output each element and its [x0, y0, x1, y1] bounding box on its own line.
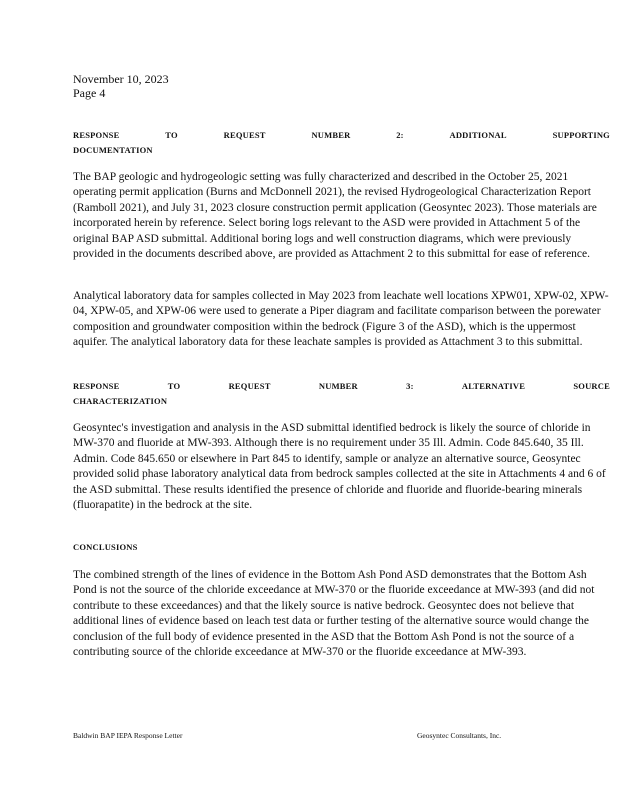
heading-word: NUMBER	[311, 130, 351, 140]
heading-word: CONCLUSIONS	[73, 542, 138, 552]
heading-word: 2:	[396, 130, 404, 140]
footer-right: Geosyntec Consultants, Inc.	[417, 731, 502, 740]
heading-word: REQUEST	[228, 381, 271, 391]
heading-word: TO	[167, 381, 181, 391]
page-number: Page 4	[73, 86, 106, 100]
section-heading-conclusions	[73, 540, 610, 555]
section-heading-request-3	[73, 379, 610, 409]
heading-word: SUPPORTING	[552, 130, 610, 140]
heading-tail: CHARACTERIZATION	[73, 396, 168, 406]
heading-word: RESPONSE	[73, 381, 120, 391]
letter-date: November 10, 2023	[73, 72, 169, 86]
letter-header	[73, 72, 169, 100]
heading-word: ADDITIONAL	[449, 130, 507, 140]
footer-left: Baldwin BAP IEPA Response Letter	[73, 731, 183, 740]
heading-word: RESPONSE	[73, 130, 120, 140]
paragraph-lab-data: Analytical laboratory data for samples collected in May 2023 from leachate well locations XPW01, XPW-02, XPW-04, XPW-05, and XPW-06 were used to generate a Piper diagram and facilitate comparison between the porewater composition and groundwater composition within the bedrock (Figure 3 of the ASD), which is the uppermost aquifer. The analytical laboratory data for these leachate samples is provided as Attachment 3 to this submittal.	[73, 290, 609, 349]
heading-word: TO	[165, 130, 178, 140]
heading-word: NUMBER	[318, 381, 358, 391]
heading-word: SOURCE	[573, 381, 610, 391]
heading-tail: DOCUMENTATION	[73, 145, 153, 155]
heading-word: 3:	[406, 381, 414, 391]
paragraph-setting: The BAP geologic and hydrogeologic setting was fully characterized and described in the October 25, 2021 operating permit application (Burns and McDonnell 2021), the revised Hydrogeological Characterization Report (Ramboll 2021), and July 31, 2023 closure construction permit application (Geosyntec 2023). Those materials are incorporated herein by reference. Select boring logs relevant to the ASD were provided in Attachment 5 of the original BAP ASD submittal. Additional boring logs and well construction diagrams, which were previously provided in the documents described above, are provided as Attachment 2 to this submittal for ease of reference.	[73, 171, 597, 261]
section-heading-request-2	[73, 128, 610, 158]
heading-word: ALTERNATIVE	[461, 381, 526, 391]
paragraph-conclusions: The combined strength of the lines of evidence in the Bottom Ash Pond ASD demonstrates that the Bottom Ash Pond is not the source of the chloride exceedance at MW-370 or the fluoride exceedance at MW-393 (and did not contribute to these exceedances) and that the likely source is native bedrock. Geosyntec does not believe that additional lines of evidence based on leach test data or further testing of the alternative source would change the conclusion of the full body of evidence presented in the ASD that the Bottom Ash Pond is not the source of a contributing source of the chloride exceedance at MW-370 or the fluoride exceedance at MW-393.	[73, 569, 595, 659]
paragraph-alternative-source: Geosyntec's investigation and analysis in the ASD submittal identified bedrock is likely the source of chloride in MW-370 and fluoride at MW-393. Although there is no requirement under 35 Ill. Admin. Code 845.640, 35 Ill. Admin. Code 845.650 or elsewhere in Part 845 to identify, sample or analyze an alternative source, Geosyntec provided solid phase laboratory analytical data from bedrock samples collected at the site in Attachments 4 and 6 of the ASD submittal. These results identified the presence of chloride and fluoride and fluoride-bearing minerals (fluorapatite) in the bedrock at the site.	[73, 422, 606, 512]
heading-word: REQUEST	[223, 130, 266, 140]
